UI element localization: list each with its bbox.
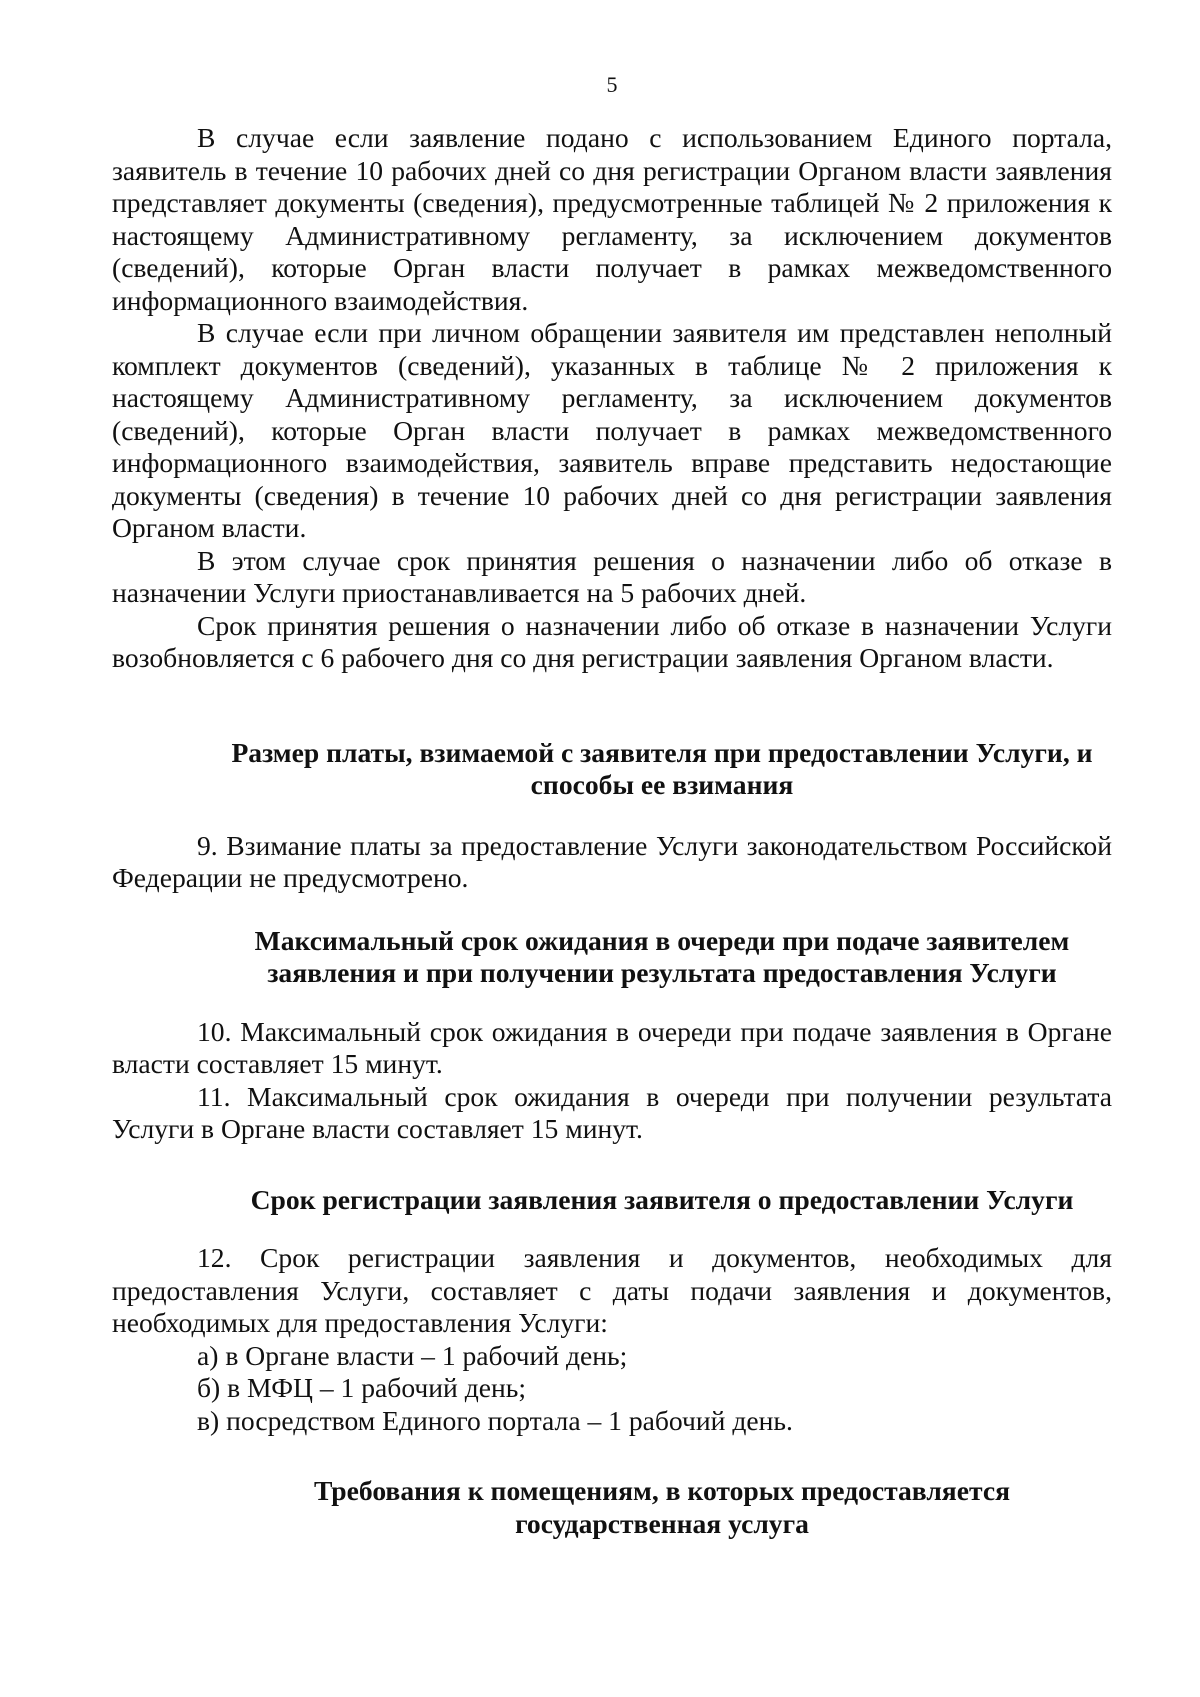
heading-fee-line2: способы ее взимания (530, 769, 794, 800)
paragraph-queue-submission: 10. Максимальный срок ожидания в очереди при подаче заявления в Органе власти составляет 15 минут. (112, 1015, 1112, 1079)
paragraph-portal-documents: В случае если заявление подано с использованием Единого портала, заявитель в течение 10 рабочих дней со дня регистрации Органом власти заявления представляет документы (сведения), предусмотренные таблицей № 2 приложения к настоящему Административному регламенту, за исключением документов (сведений), которые Орган власти получает в рамках межведомственного информационного взаимодействия. (112, 122, 1112, 316)
paragraph-fee: 9. Взимание платы за предоставление Услуги законодательством Российской Федерации не предусмотрено. (112, 829, 1112, 893)
heading-queue (112, 925, 1112, 990)
document-body (112, 122, 1112, 1540)
list-item: а) в Органе власти – 1 рабочий день; (197, 1339, 628, 1371)
heading-registration-line: Срок регистрации заявления заявителя о предоставлении Услуги (250, 1183, 1074, 1215)
heading-queue-line2: заявления и при получении результата предоставления Услуги (267, 957, 1057, 988)
heading-premises-line2: государственная услуга (515, 1507, 809, 1539)
heading-registration (112, 1184, 1112, 1217)
paragraph-registration: 12. Срок регистрации заявления и документов, необходимых для предоставления Услуги, составляет с даты подачи заявления и документов, необходимых для предоставления Услуги: (112, 1242, 1112, 1338)
paragraph-suspension: В этом случае срок принятия решения о назначении либо об отказе в назначении Услуги приостанавливается на 5 рабочих дней. (112, 544, 1112, 608)
list-item: б) в МФЦ – 1 рабочий день; (197, 1372, 527, 1403)
document-page (112, 0, 1112, 1697)
heading-fee (112, 737, 1112, 802)
heading-queue-line1: Максимальный срок ожидания в очереди при подаче заявителем (254, 924, 1070, 956)
heading-premises-line1: Требования к помещениям, в которых предоставляется (313, 1475, 1011, 1506)
paragraph-incomplete-set: В случае если при личном обращении заявителя им представлен неполный комплект документов (сведений), указанных в таблице № 2 приложения к настоящему Административному регламенту, за исключением документов (сведений), которые Орган власти получает в рамках межведомственного информационного взаимодействия, заявитель вправе представить недостающие документы (сведения) в течение 10 рабочих дней со дня регистрации заявления Органом власти. (112, 317, 1112, 543)
list-item: в) посредством Единого портала – 1 рабочий день. (197, 1404, 793, 1436)
heading-fee-line1: Размер платы, взимаемой с заявителя при предоставлении Услуги, и (231, 736, 1093, 768)
paragraph-resumption: Срок принятия решения о назначении либо об отказе в назначении Услуги возобновляется с 6 рабочего дня со дня регистрации заявления Органом власти. (112, 609, 1112, 673)
heading-premises (112, 1475, 1112, 1540)
page-number: 5 (606, 72, 618, 97)
paragraph-queue-result: 11. Максимальный срок ожидания в очереди при получении результата Услуги в Органе власти составляет 15 минут. (112, 1080, 1112, 1144)
